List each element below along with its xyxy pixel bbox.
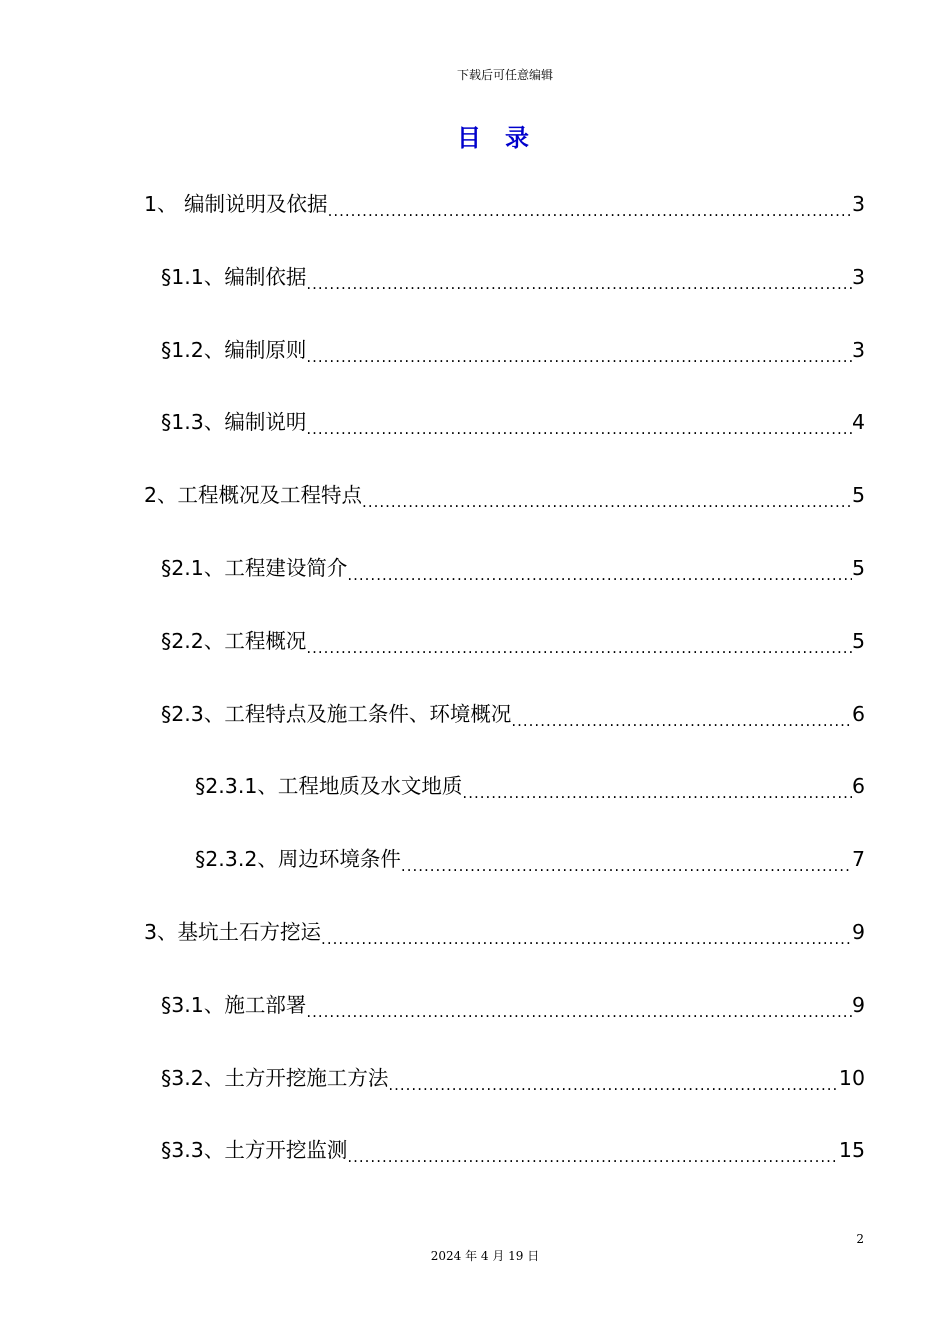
toc-entry[interactable] [144, 912, 865, 952]
toc-entry-label: 2、工程概况及工程特点 [144, 483, 363, 508]
toc-dot-leader [306, 985, 852, 1025]
toc-dot-leader [362, 475, 852, 515]
toc-entry-page: 10 [838, 1065, 865, 1090]
toc-entry[interactable] [144, 475, 865, 515]
toc-dot-leader [511, 694, 852, 734]
toc-entry-page: 9 [851, 992, 865, 1017]
toc-entry[interactable] [161, 402, 865, 442]
toc-entry-label: §2.1、工程建设简介 [161, 556, 348, 580]
toc-entry-page: 6 [851, 774, 865, 799]
toc-entry-label: 1、 编制说明及依据 [144, 192, 328, 216]
toc-entry[interactable] [161, 548, 865, 588]
toc-entry[interactable] [161, 257, 865, 297]
toc-entry-page: 15 [838, 1138, 865, 1163]
toc-entry-label: §1.2、编制原则 [161, 337, 307, 362]
toc-entry[interactable] [144, 184, 865, 224]
toc-entry-page: 3 [851, 337, 865, 362]
toc-entry-label: §1.1、编制依据 [161, 264, 307, 289]
toc-dot-leader [321, 912, 852, 952]
toc-entry-page: 6 [851, 701, 865, 726]
toc-entry-page: 3 [851, 264, 865, 289]
toc-entry[interactable] [161, 621, 865, 661]
toc-dot-leader [306, 257, 852, 297]
toc-entry-label: §3.1、施工部署 [161, 992, 307, 1017]
toc-dot-leader [388, 1058, 839, 1098]
toc-dot-leader [347, 548, 852, 588]
toc-dot-leader [401, 839, 852, 879]
toc-dot-leader [306, 621, 852, 661]
toc-entry-label: §2.3.1、工程地质及水文地质 [195, 774, 463, 799]
footer-date: 2024 年 4 月 19 日 [430, 1249, 540, 1263]
toc-entry-label: §2.2、工程概况 [161, 628, 307, 653]
toc-entry-label: §3.2、土方开挖施工方法 [161, 1065, 389, 1090]
toc-entry[interactable] [195, 839, 865, 879]
toc-entry-label: §2.3、工程特点及施工条件、环境概况 [161, 701, 512, 726]
toc-dot-leader [306, 402, 852, 442]
toc-entry-page: 9 [851, 920, 865, 944]
toc-entry[interactable] [161, 694, 865, 734]
toc-entry[interactable] [161, 1058, 865, 1098]
header-note: 下载后可任意编辑 [456, 68, 553, 82]
toc-entry-label: §1.3、编制说明 [161, 410, 307, 435]
toc-entry-page: 7 [851, 847, 865, 872]
toc-entry-label: §3.3、土方开挖监测 [161, 1138, 348, 1163]
toc-dot-leader [306, 330, 852, 370]
toc-entry-label: 3、基坑土石方挖运 [144, 920, 322, 944]
toc-entry-page: 3 [851, 192, 865, 216]
toc-entry[interactable] [195, 766, 865, 806]
toc-entry[interactable] [161, 1130, 865, 1170]
toc-entry-page: 5 [851, 628, 865, 653]
toc-entry-page: 5 [851, 483, 865, 508]
toc-dot-leader [328, 184, 852, 224]
toc-entry-page: 4 [851, 410, 865, 435]
toc-title: 目录 [457, 124, 553, 152]
page-number: 2 [856, 1232, 864, 1246]
toc-entry-page: 5 [851, 556, 865, 580]
toc-entry-label: §2.3.2、周边环境条件 [195, 847, 401, 872]
toc-dot-leader [462, 766, 852, 806]
toc-dot-leader [347, 1130, 839, 1170]
toc-entry[interactable] [161, 330, 865, 370]
toc-entry[interactable] [161, 985, 865, 1025]
